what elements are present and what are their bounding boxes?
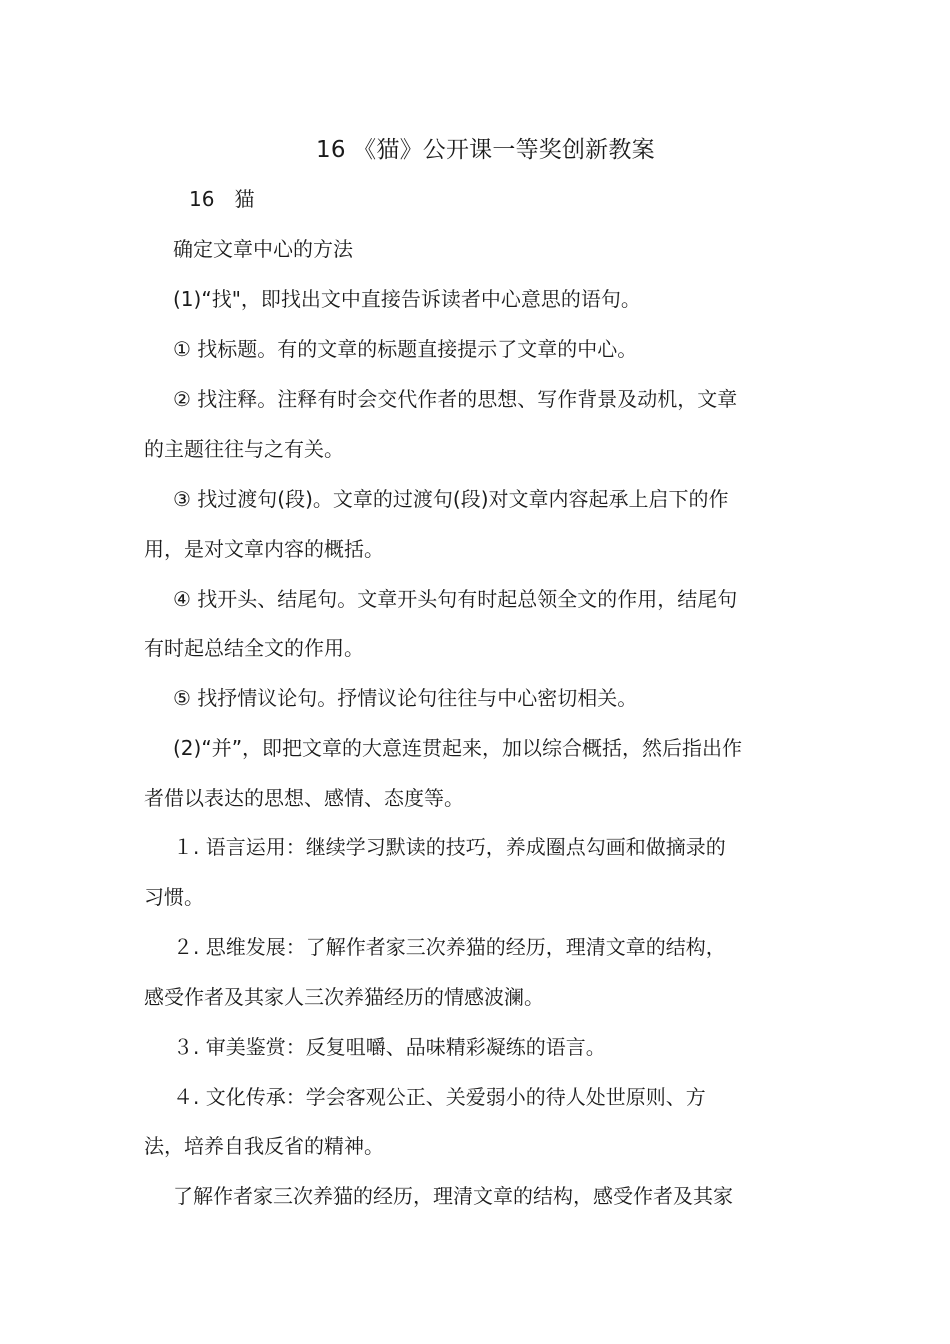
paragraph-line: 用，是对文章内容的概括。 [144, 537, 384, 561]
paragraph-line: ４. 文化传承：学会客观公正、关爱弱小的待人处世原则、方 [173, 1085, 706, 1109]
paragraph-line: ④ 找开头、结尾句。文章开头句有时起总领全文的作用，结尾句 [173, 587, 738, 611]
paragraph-line: (1)“找"，即找出文中直接告诉读者中心意思的语句。 [173, 287, 641, 311]
paragraph-line: 者借以表达的思想、感情、态度等。 [144, 786, 464, 810]
paragraph-line: 有时起总结全文的作用。 [144, 636, 364, 660]
paragraph-line: １. 语言运用：继续学习默读的技巧，养成圈点勾画和做摘录的 [173, 835, 726, 859]
paragraph-line: 法，培养自我反省的精神。 [144, 1134, 384, 1158]
paragraph-line: 确定文章中心的方法 [173, 237, 353, 261]
paragraph-line: ② 找注释。注释有时会交代作者的思想、写作背景及动机，文章 [173, 387, 738, 411]
section-heading: 16 猫 [189, 187, 255, 211]
paragraph-line: 了解作者家三次养猫的经历，理清文章的结构，感受作者及其家 [173, 1184, 733, 1208]
paragraph-line: 感受作者及其家人三次养猫经历的情感波澜。 [144, 985, 544, 1009]
paragraph-line: ① 找标题。有的文章的标题直接提示了文章的中心。 [173, 337, 638, 361]
paragraph-line: ⑤ 找抒情议论句。抒情议论句往往与中心密切相关。 [173, 686, 638, 710]
paragraph-line: ２. 思维发展：了解作者家三次养猫的经历，理清文章的结构， [173, 935, 726, 959]
paragraph-line: (2)“并”，即把文章的大意连贯起来，加以综合概括，然后指出作 [173, 736, 743, 760]
paragraph-line: ３. 审美鉴赏：反复咀嚼、品味精彩凝练的语言。 [173, 1035, 606, 1059]
paragraph-line: 习惯。 [144, 885, 204, 909]
document-title: 16 《猫》公开课一等奖创新教案 [316, 137, 655, 163]
paragraph-line: 的主题往往与之有关。 [144, 437, 344, 461]
paragraph-line: ③ 找过渡句(段)。文章的过渡句(段)对文章内容起承上启下的作 [173, 487, 729, 511]
